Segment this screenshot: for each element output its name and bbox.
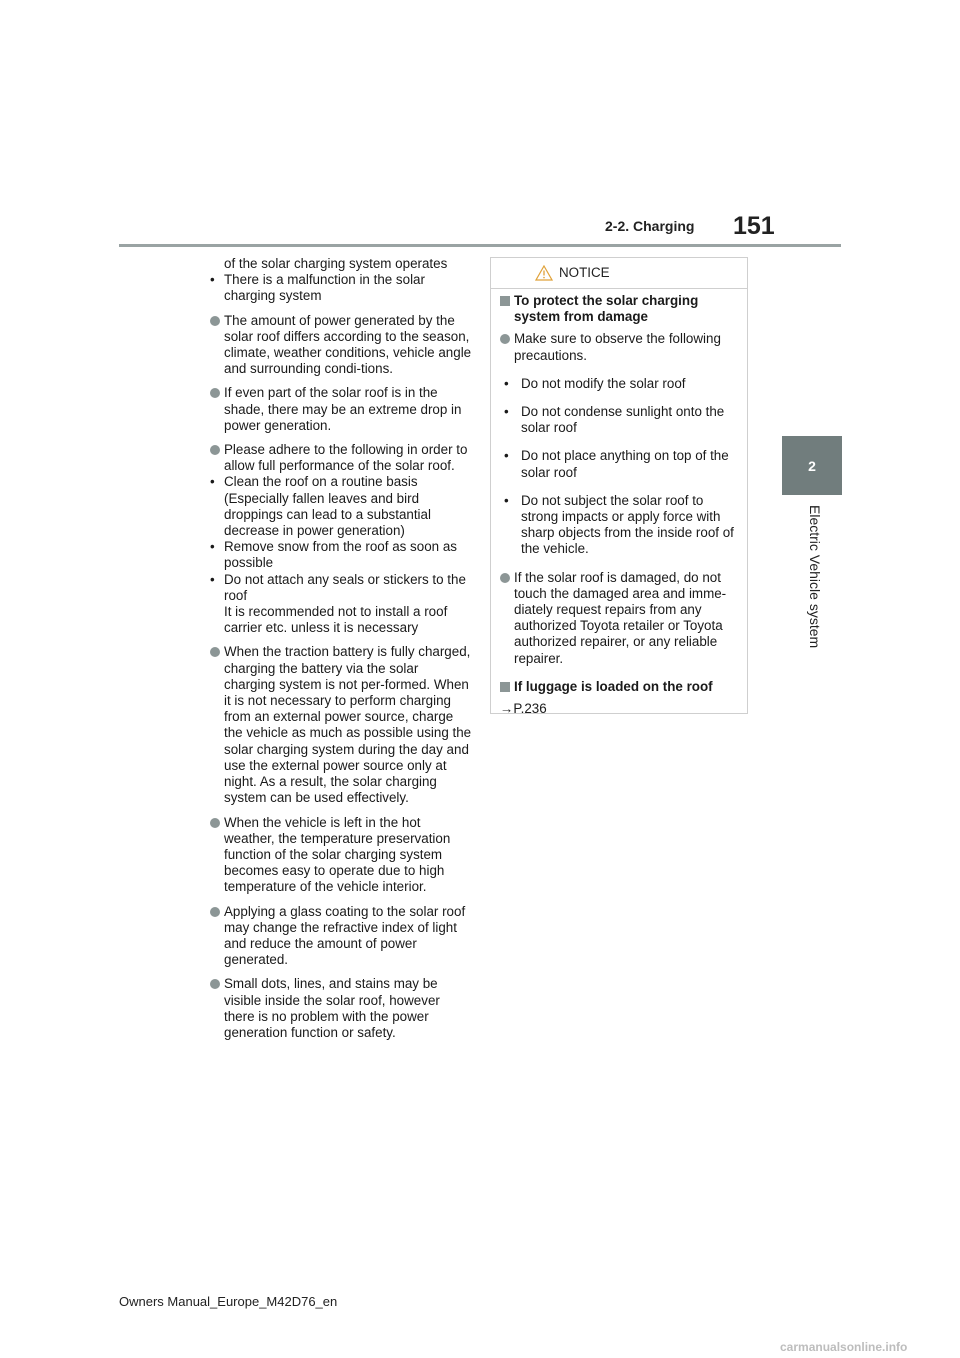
continued-text: of the solar charging system operates xyxy=(224,256,448,271)
list-item: The amount of power generated by the solar roof differs according to the season, climate, weather conditions, vehicle angle and surrounding condi-tions. xyxy=(210,313,472,378)
circle-bullet-icon xyxy=(210,388,220,398)
list-item: When the traction battery is fully charged, charging the battery via the solar charging system is not per-formed. When it is not necessary to perform charging from an external power source, charge the vehicle as much as possible using the solar charging system during the day and use the external power source only at night. As a result, the solar charging system can be used effectively. xyxy=(210,644,472,806)
list-item: Please adhere to the following in order to allow full performance of the solar roof. xyxy=(210,442,472,474)
sub-item: • Do not attach any seals or stickers to the roof xyxy=(210,571,466,603)
notice-heading: To protect the solar charging system from damage xyxy=(500,293,737,325)
notice-title: NOTICE xyxy=(559,264,610,280)
circle-bullet-icon xyxy=(210,647,220,657)
notice-body xyxy=(491,289,747,717)
notice-box xyxy=(490,257,748,717)
section-title: 2-2. Charging xyxy=(605,218,695,234)
chapter-label: Electric Vehicle system xyxy=(807,505,823,649)
notice-item: If the solar roof is damaged, do not touch the damaged area and imme-diately request repairs from any authorized Toyota retailer or Toyota authorized repairer, or any reliable repairer. xyxy=(500,570,737,667)
list-item: If even part of the solar roof is in the shade, there may be an extreme drop in power generation. xyxy=(210,385,472,434)
chapter-number: 2 xyxy=(808,457,816,474)
list-item: Applying a glass coating to the solar roof may change the refractive index of light and reduce the amount of power generated. xyxy=(210,904,472,969)
notice-sub-item: • Do not place anything on top of the solar roof xyxy=(504,448,729,480)
circle-bullet-icon xyxy=(210,316,220,326)
page-reference-link[interactable]: →P.236 xyxy=(500,701,547,717)
notice-sub-item: • Do not condense sunlight onto the solar roof xyxy=(504,404,725,436)
sub-note: It is recommended not to install a roof carrier etc. unless it is necessary xyxy=(224,604,448,636)
footer-text: Owners Manual_Europe_M42D76_en xyxy=(119,1294,338,1309)
circle-bullet-icon xyxy=(210,979,220,989)
circle-bullet-icon xyxy=(210,907,220,917)
circle-bullet-icon xyxy=(500,334,510,344)
notice-header xyxy=(491,258,747,289)
left-column xyxy=(210,256,472,1041)
circle-bullet-icon xyxy=(210,818,220,828)
notice-sub-item: • Do not modify the solar roof xyxy=(504,375,686,391)
list-item: When the vehicle is left in the hot weather, the temperature preservation function of the solar charging system becomes easy to operate due to high temperature of the vehicle interior. xyxy=(210,815,472,896)
square-bullet-icon xyxy=(500,682,510,692)
sub-item: • There is a malfunction in the solar charging system xyxy=(210,272,425,304)
notice-item: Make sure to observe the following precautions. xyxy=(500,331,737,363)
circle-bullet-icon xyxy=(500,573,510,583)
notice-sub-item: • Do not subject the solar roof to strong impacts or apply force with sharp objects from the inside roof of the vehicle. xyxy=(504,492,734,557)
watermark: carmanualsonline.info xyxy=(780,1340,908,1354)
header-divider xyxy=(119,244,841,247)
circle-bullet-icon xyxy=(210,445,220,455)
square-bullet-icon xyxy=(500,296,510,306)
sub-item: • Clean the roof on a routine basis (Especially fallen leaves and bird droppings can lead to a substantial decrease in power generation) xyxy=(210,474,431,539)
warning-triangle-icon xyxy=(535,265,553,281)
sub-item: • Remove snow from the roof as soon as possible xyxy=(210,539,457,571)
chapter-tab[interactable] xyxy=(782,436,842,495)
notice-heading: If luggage is loaded on the roof xyxy=(500,679,737,695)
list-item: Small dots, lines, and stains may be visible inside the solar roof, however there is no problem with the power generation function or safety. xyxy=(210,976,472,1041)
page-number: 151 xyxy=(733,212,775,240)
